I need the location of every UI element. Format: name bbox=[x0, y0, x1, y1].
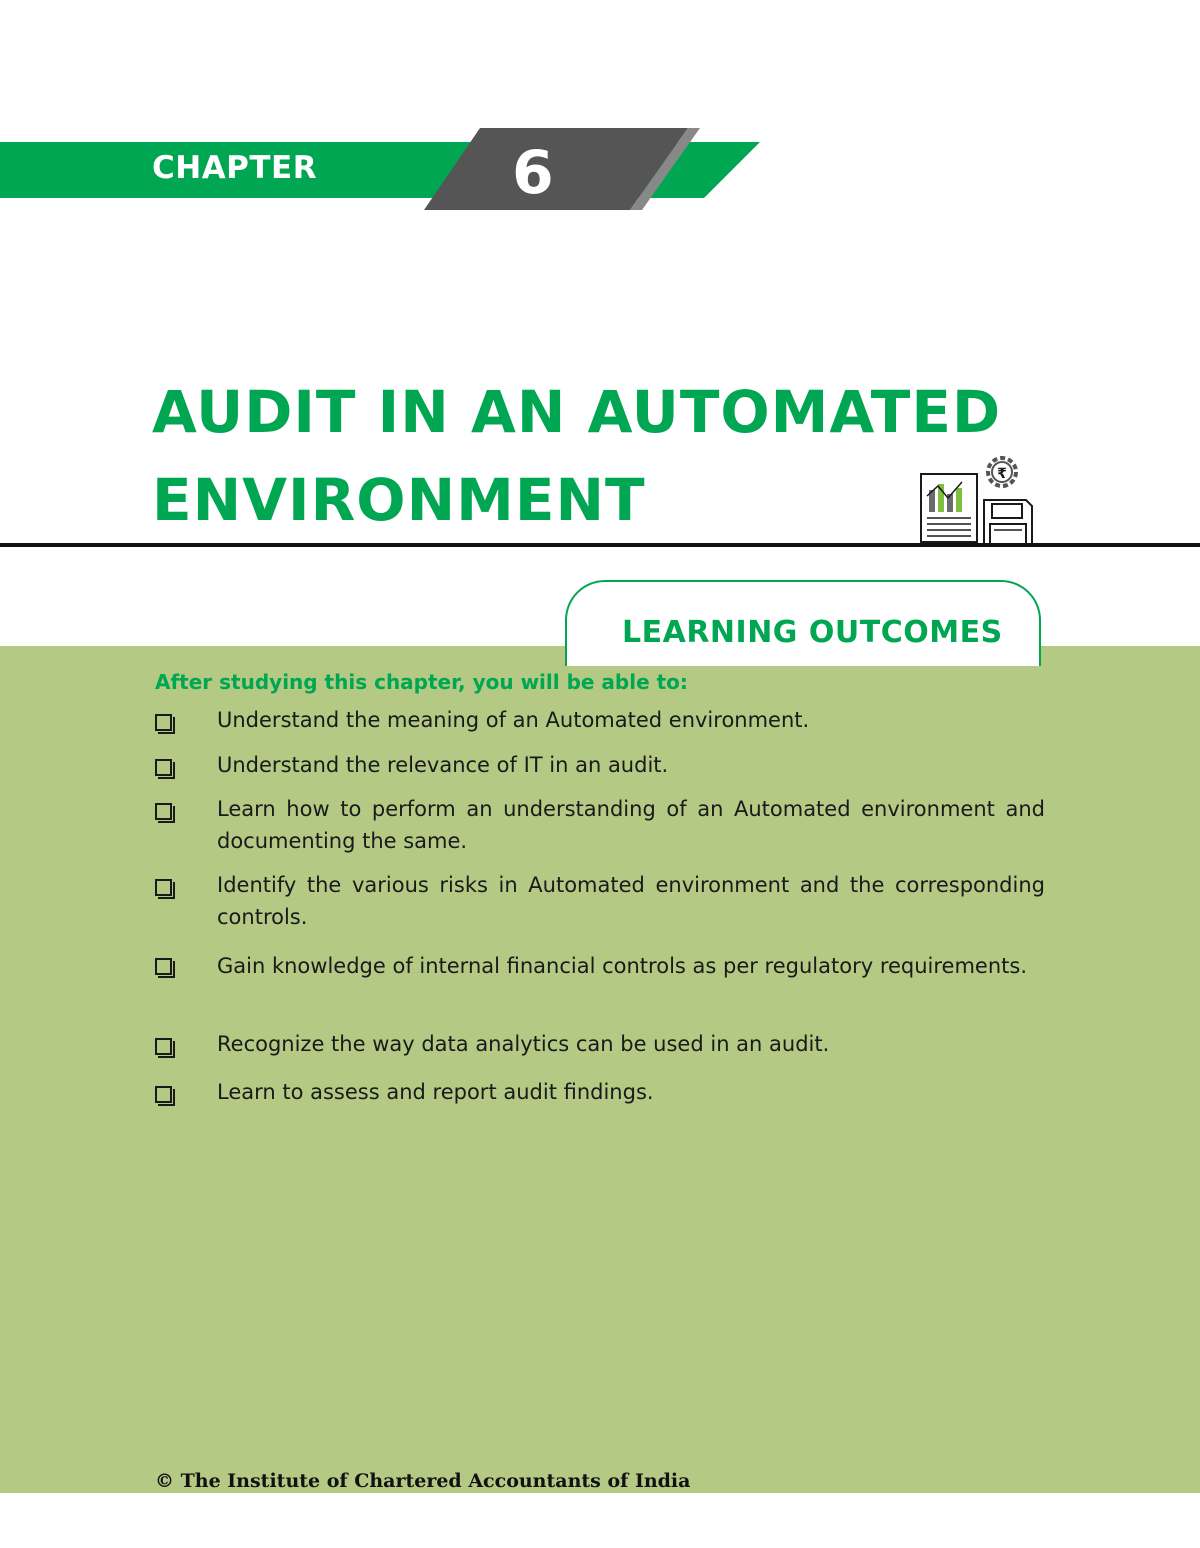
outcome-text: Recognize the way data analytics can be used in an audit. bbox=[217, 1032, 830, 1056]
chapter-banner-graphic bbox=[0, 126, 770, 212]
outcome-text: Learn how to perform an understanding of an Automated environment and documenting the same. bbox=[217, 797, 1045, 853]
checkbox-bullet-icon bbox=[155, 958, 172, 975]
rupee-gear-icon bbox=[988, 458, 1016, 486]
checkbox-bullet-icon bbox=[155, 879, 172, 896]
copyright-footer: © The Institute of Chartered Accountants of India bbox=[155, 1470, 691, 1492]
checkbox-bullet-icon bbox=[155, 803, 172, 820]
outcome-text: Understand the meaning of an Automated environment. bbox=[217, 708, 810, 732]
audit-automation-icon bbox=[918, 452, 1036, 550]
learning-outcomes-intro: After studying this chapter, you will be able to: bbox=[155, 670, 688, 694]
title-line-2: ENVIRONMENT bbox=[152, 466, 646, 534]
svg-text:₹: ₹ bbox=[997, 466, 1007, 482]
outcome-text: Understand the relevance of IT in an audit. bbox=[217, 753, 669, 777]
page-title bbox=[152, 368, 1052, 544]
chart-report-icon bbox=[921, 474, 977, 542]
outcome-text: Learn to assess and report audit findings. bbox=[217, 1080, 654, 1104]
checkbox-bullet-icon bbox=[155, 759, 172, 776]
title-line-1: AUDIT IN AN AUTOMATED bbox=[152, 378, 1002, 446]
outcome-text: Gain knowledge of internal financial controls as per regulatory requirements. bbox=[217, 954, 1028, 978]
learning-outcomes-heading: LEARNING OUTCOMES bbox=[622, 615, 1003, 650]
chapter-number: 6 bbox=[512, 138, 554, 208]
chapter-banner bbox=[0, 126, 770, 212]
title-divider bbox=[0, 543, 1200, 547]
checkbox-bullet-icon bbox=[155, 1086, 172, 1103]
outcome-text: Identify the various risks in Automated environment and the corresponding controls. bbox=[217, 873, 1045, 929]
chapter-label: CHAPTER bbox=[152, 150, 318, 186]
checkbox-bullet-icon bbox=[155, 714, 172, 731]
floppy-disk-icon bbox=[984, 500, 1032, 544]
checkbox-bullet-icon bbox=[155, 1038, 172, 1055]
